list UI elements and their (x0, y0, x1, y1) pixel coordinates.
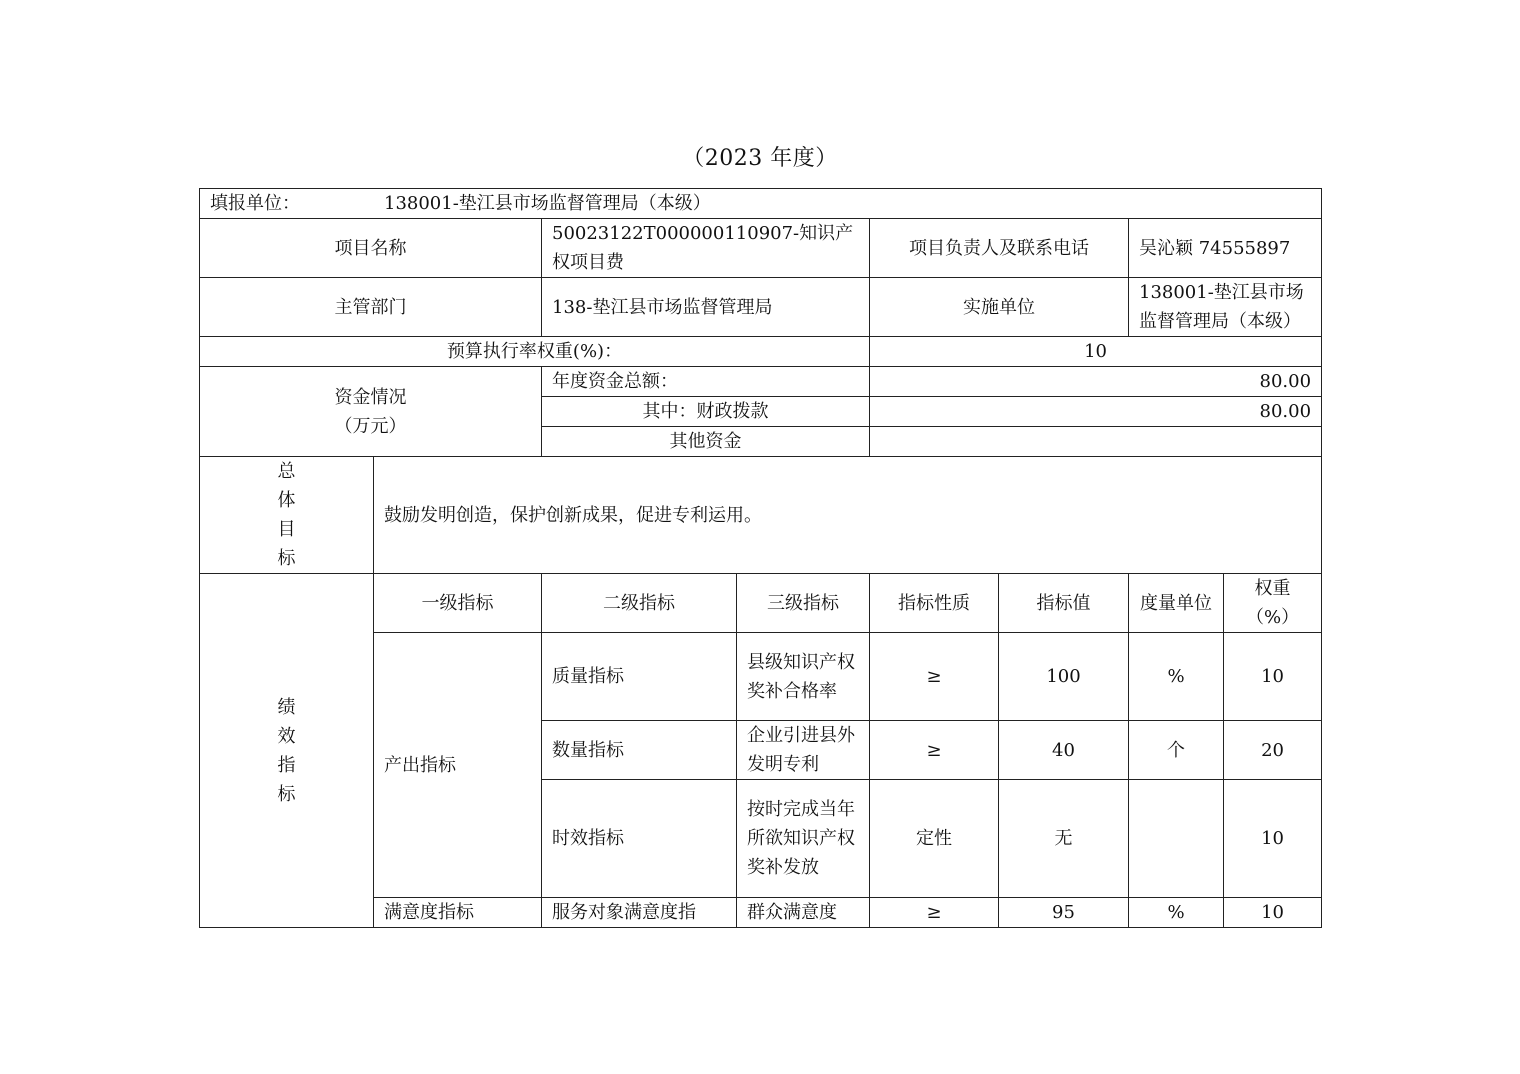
performance-indicator-char: 效 (277, 725, 296, 747)
funds-annual-value: 80.00 (870, 367, 1322, 397)
row-level2: 时效指标 (542, 780, 737, 898)
row-level3: 县级知识产权奖补合格率 (737, 633, 870, 721)
funds-fiscal-value: 80.00 (870, 397, 1322, 427)
project-name-value: 50023122T000000110907-知识产权项目费 (542, 219, 870, 278)
row-level3: 按时完成当年所欲知识产权奖补发放 (737, 780, 870, 898)
filling-unit-label: 填报单位： (210, 193, 300, 214)
indicator-header-row (200, 574, 1322, 633)
project-name-label: 项目名称 (200, 219, 542, 278)
row-weight: 10 (1224, 780, 1322, 898)
project-name-row (200, 219, 1322, 278)
page-title: （2023 年度） (682, 146, 838, 171)
satisfaction-nature: ≥ (870, 898, 999, 928)
overall-goal-text: 鼓励发明创造，保护创新成果，促进专利运用。 (374, 457, 1322, 574)
satisfaction-unit: % (1129, 898, 1224, 928)
funds-annual-row (200, 367, 1322, 397)
row-value: 40 (999, 721, 1129, 780)
funds-fiscal-label: 其中：财政拨款 (542, 397, 870, 427)
project-contact-label: 项目负责人及联系电话 (870, 219, 1129, 278)
overall-goal-char: 总 (277, 461, 296, 482)
funds-other-value (870, 427, 1322, 457)
performance-indicator-label (200, 574, 374, 928)
performance-indicator-char: 绩 (277, 696, 296, 718)
department-label: 主管部门 (200, 278, 542, 337)
overall-goal-row (200, 457, 1322, 574)
performance-indicator-char: 标 (277, 783, 296, 805)
row-nature: ≥ (870, 721, 999, 780)
satisfaction-weight: 10 (1224, 898, 1322, 928)
budget-weight-row (200, 337, 1322, 367)
filling-unit-value: 138001-垫江县市场监督管理局（本级） (384, 193, 711, 214)
funds-label-line2: （万元） (334, 415, 407, 437)
satisfaction-level3: 群众满意度 (737, 898, 870, 928)
funds-annual-label: 年度资金总额： (542, 367, 870, 397)
row-unit: 个 (1129, 721, 1224, 780)
row-value: 100 (999, 633, 1129, 721)
project-contact-value: 吴沁颖 74555897 (1129, 219, 1322, 278)
header-level3: 三级指标 (737, 574, 870, 633)
budget-weight-label: 预算执行率权重(%)： (200, 337, 870, 367)
header-nature: 指标性质 (870, 574, 999, 633)
funds-other-label: 其他资金 (542, 427, 870, 457)
row-level2: 数量指标 (542, 721, 737, 780)
overall-goal-char: 标 (277, 548, 296, 569)
row-nature: ≥ (870, 633, 999, 721)
department-value: 138-垫江县市场监督管理局 (542, 278, 870, 337)
funds-label-line1: 资金情况 (334, 386, 407, 408)
row-value: 无 (999, 780, 1129, 898)
header-value: 指标值 (999, 574, 1129, 633)
row-weight: 20 (1224, 721, 1322, 780)
funds-label-cell (200, 367, 542, 457)
overall-goal-char: 体 (277, 490, 296, 511)
overall-goal-label (200, 457, 374, 574)
header-level1: 一级指标 (374, 574, 542, 633)
output-indicator-group: 产出指标 (374, 633, 542, 898)
implementing-unit-value: 138001-垫江县市场监督管理局（本级） (1129, 278, 1322, 337)
satisfaction-value: 95 (999, 898, 1129, 928)
row-unit: % (1129, 633, 1224, 721)
budget-weight-value: 10 (870, 337, 1322, 367)
implementing-unit-label: 实施单位 (870, 278, 1129, 337)
row-weight: 10 (1224, 633, 1322, 721)
satisfaction-level1: 满意度指标 (374, 898, 542, 928)
overall-goal-char: 目 (277, 519, 296, 540)
filling-unit-row (200, 189, 1322, 219)
performance-indicator-char: 指 (277, 754, 296, 776)
header-unit: 度量单位 (1129, 574, 1224, 633)
row-level2: 质量指标 (542, 633, 737, 721)
performance-form-table (199, 188, 1322, 928)
row-unit (1129, 780, 1224, 898)
row-nature: 定性 (870, 780, 999, 898)
row-level3: 企业引进县外发明专利 (737, 721, 870, 780)
department-row (200, 278, 1322, 337)
header-weight: 权重（%） (1224, 574, 1322, 633)
satisfaction-level2: 服务对象满意度指 (542, 898, 737, 928)
header-level2: 二级指标 (542, 574, 737, 633)
filling-unit-cell (200, 189, 1322, 219)
